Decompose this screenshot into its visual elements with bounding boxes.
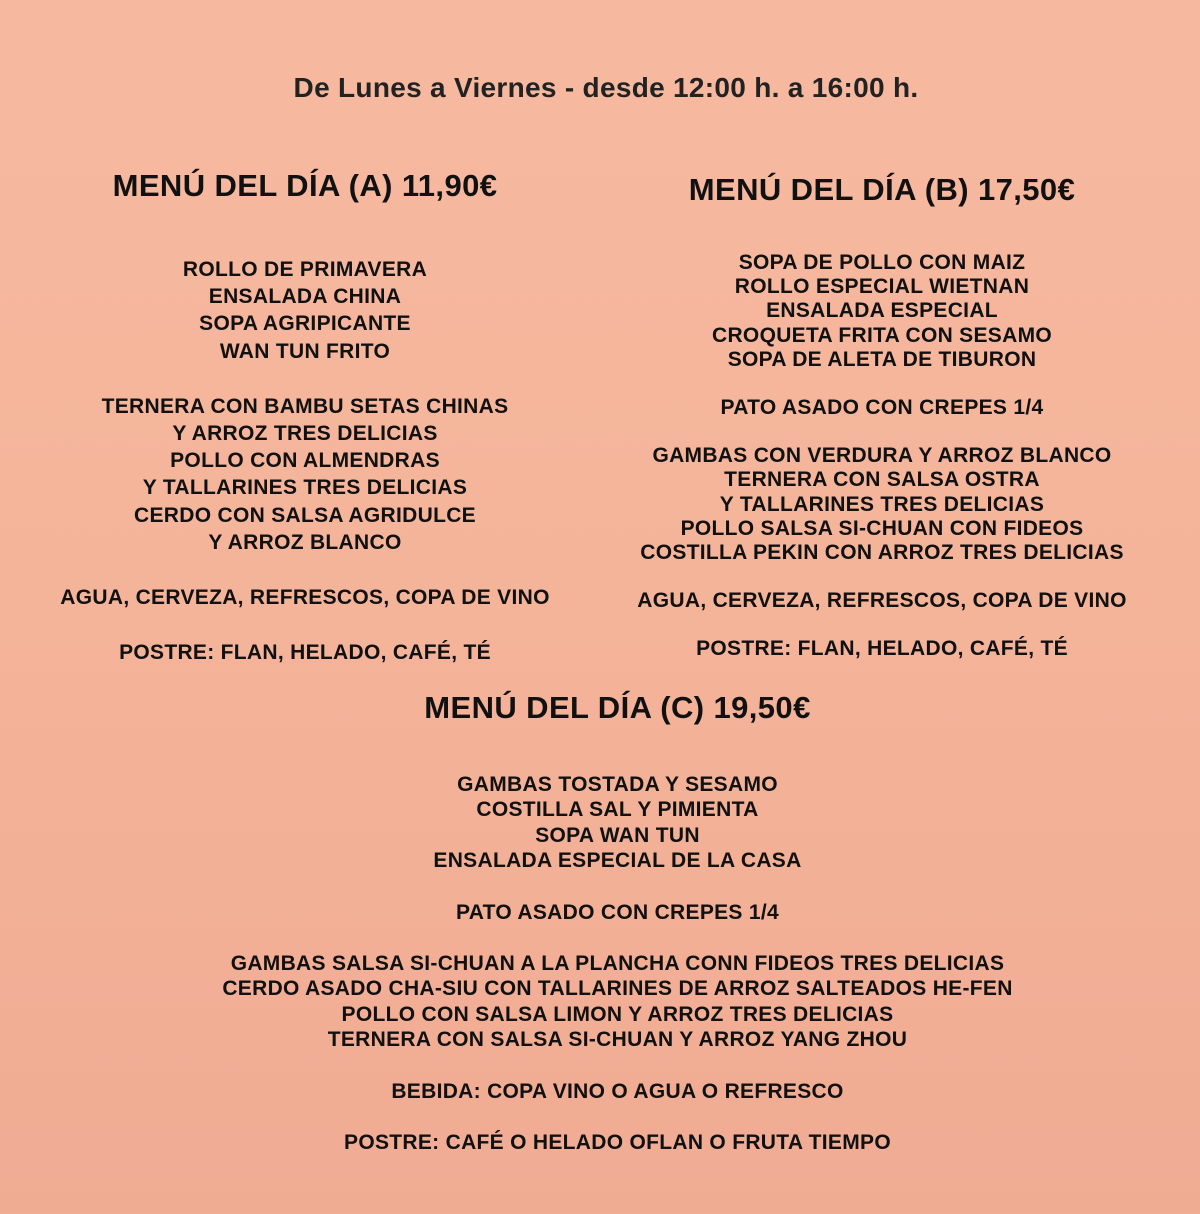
menu-item: TERNERA CON BAMBU SETAS CHINAS (101, 394, 509, 418)
menu-a-dessert (40, 639, 570, 666)
menu-b-duck (618, 396, 1146, 420)
menu-item: GAMBAS SALSA SI-CHUAN A LA PLANCHA CONN FIDEOS TRES DELICIAS (230, 952, 1005, 976)
menu-c-title: MENÚ DEL DÍA (C) 19,50€ (424, 690, 811, 725)
menu-c-starters (150, 772, 1085, 874)
menu-item: GAMBAS TOSTADA Y SESAMO (457, 773, 778, 796)
menu-item: POLLO CON ALMENDRAS (170, 449, 440, 473)
menu-c-mains (150, 951, 1085, 1053)
menu-a-mains (40, 393, 570, 556)
menu-b-drinks (618, 589, 1146, 613)
menu-c-column (150, 690, 1085, 1181)
menu-a-dessert-line: POSTRE: FLAN, HELADO, CAFÉ, TÉ (119, 641, 491, 665)
menu-c-dessert (150, 1130, 1085, 1155)
menu-a-title: MENÚ DEL DÍA (A) 11,90€ (112, 168, 498, 203)
menu-b-drinks-line: AGUA, CERVEZA, REFRESCOS, COPA DE VINO (637, 589, 1127, 613)
menu-item: SOPA WAN TUN (535, 823, 700, 847)
menu-b-starters (618, 251, 1146, 372)
menu-item: CROQUETA FRITA CON SESAMO (712, 323, 1052, 347)
menu-a-column (40, 168, 570, 694)
menu-item: PATO ASADO CON CREPES 1/4 (456, 900, 779, 924)
menu-c-drinks-line: BEBIDA: COPA VINO O AGUA O REFRESCO (391, 1079, 844, 1103)
menu-item: ROLLO DE PRIMAVERA (182, 258, 428, 281)
menu-item: POLLO CON SALSA LIMON Y ARROZ TRES DELICIAS (341, 1002, 894, 1026)
menu-item: ENSALADA ESPECIAL DE LA CASA (433, 849, 802, 873)
menu-a-drinks (40, 584, 570, 611)
menu-item: PATO ASADO CON CREPES 1/4 (720, 396, 1044, 420)
menu-c-drinks (150, 1079, 1085, 1104)
menu-a-drinks-line: AGUA, CERVEZA, REFRESCOS, COPA DE VINO (60, 586, 550, 610)
menu-b-mains (618, 444, 1146, 565)
menu-item: COSTILLA PEKIN CON ARROZ TRES DELICIAS (640, 541, 1124, 565)
menu-item: CERDO ASADO CHA-SIU CON TALLARINES DE ARROZ SALTEADOS HE-FEN (222, 977, 1013, 1001)
menu-item: Y ARROZ BLANCO (208, 530, 402, 554)
menu-b-dessert-line: POSTRE: FLAN, HELADO, CAFÉ, TÉ (696, 637, 1068, 661)
menu-item: SOPA DE POLLO CON MAIZ (738, 251, 1026, 274)
menu-item: ROLLO ESPECIAL WIETNAN (734, 275, 1030, 299)
menu-item: SOPA AGRIPICANTE (199, 312, 411, 336)
menu-item: ENSALADA ESPECIAL (766, 299, 998, 323)
menu-item: COSTILLA SAL Y PIMIENTA (476, 798, 759, 822)
menu-item: ENSALADA CHINA (208, 285, 402, 309)
menu-item: GAMBAS CON VERDURA Y ARROZ BLANCO (652, 444, 1112, 468)
menu-a-starters (40, 256, 570, 365)
menu-item: TERNERA CON SALSA SI-CHUAN Y ARROZ YANG ZHOU (327, 1028, 908, 1052)
menu-item: Y TALLARINES TRES DELICIAS (719, 492, 1045, 516)
menu-item: WAN TUN FRITO (219, 339, 391, 363)
menu-item: Y TALLARINES TRES DELICIAS (142, 476, 468, 500)
menu-b-title: MENÚ DEL DÍA (B) 17,50€ (688, 172, 1076, 207)
menu-c-dessert-line: POSTRE: CAFÉ O HELADO OFLAN O FRUTA TIEMPO (344, 1131, 891, 1155)
menu-item: Y ARROZ TRES DELICIAS (172, 422, 438, 446)
menu-b-column (618, 172, 1146, 686)
menu-item: POLLO SALSA SI-CHUAN CON FIDEOS (680, 516, 1084, 540)
menu-c-duck (150, 900, 1085, 925)
schedule-subtitle: De Lunes a Viernes - desde 12:00 h. a 16:00 h. (293, 72, 919, 103)
menu-item: SOPA DE ALETA DE TIBURON (727, 347, 1037, 371)
menu-b-dessert (618, 637, 1146, 661)
menu-item: CERDO CON SALSA AGRIDULCE (134, 503, 476, 527)
menu-item: TERNERA CON SALSA OSTRA (724, 468, 1040, 492)
